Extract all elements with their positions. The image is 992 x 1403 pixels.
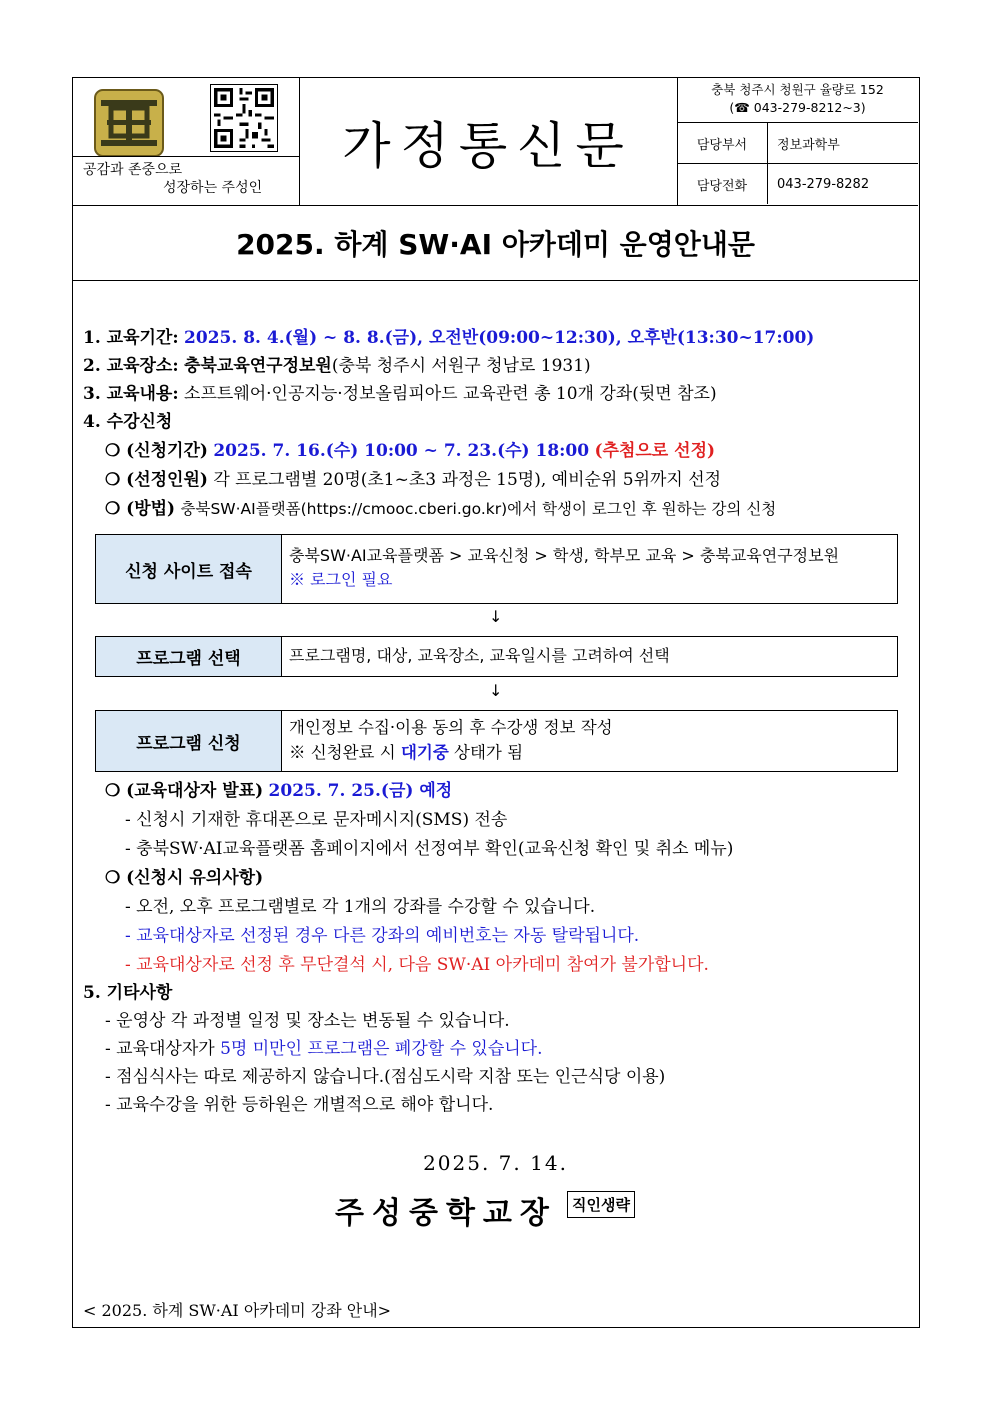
- step-program-select: [95, 636, 898, 677]
- etc-2-highlight: 5명 미만인 프로그램은 폐강할 수 있습니다.: [220, 1039, 543, 1059]
- step-program-apply-label: 프로그램 신청: [96, 711, 282, 771]
- etc-2: [105, 1038, 543, 1060]
- step-site-access-path: 충북SW·AI교육플랫폼 > 교육신청 > 학생, 학부모 교육 > 충북교육연구정보원: [289, 546, 840, 565]
- registration-quota: [105, 469, 721, 491]
- slogan-line-2: 성장하는 주성인: [163, 180, 263, 196]
- announcement-label: ❍ (교육대상자 발표): [105, 781, 264, 801]
- address-line-1: 충북 청주시 청원구 율량로 152: [711, 82, 884, 97]
- item-period-value: 2025. 8. 4.(월) ~ 8. 8.(금), 오전반(09:00~12:30), 오후반(13:30~17:00): [184, 328, 815, 348]
- etc-2-prefix: - 교육대상자가: [105, 1039, 221, 1059]
- seal-omitted-stamp: 직인생략: [567, 1191, 635, 1218]
- registration-period: [105, 440, 715, 462]
- apply-note-prefix: ※ 신청완료 시: [289, 743, 401, 762]
- item-place-label: 2. 교육장소:: [83, 356, 179, 376]
- school-address: [677, 78, 918, 123]
- step-program-apply-text: 개인정보 수집·이용 동의 후 수강생 정보 작성: [289, 718, 613, 737]
- announcement-detail-2: - 충북SW·AI교육플랫폼 홈페이지에서 선정여부 확인(교육신청 확인 및 취소 메뉴): [125, 839, 734, 859]
- signer-name: 주성중학교장: [335, 1196, 557, 1231]
- step-program-select-text: 프로그램명, 대상, 교육장소, 교육일시를 고려하여 선택: [289, 646, 670, 665]
- item-registration-label: 4. 수강신청: [83, 412, 173, 432]
- footer-caption: < 2025. 하계 SW·AI 아카데미 강좌 안내>: [83, 1301, 392, 1320]
- announcement: [105, 780, 452, 802]
- arrow-down-icon: ↓: [489, 681, 503, 700]
- caution-1: - 오전, 오후 프로그램별로 각 1개의 강좌를 수강할 수 있습니다.: [125, 897, 596, 917]
- dept-value: 정보과학부: [777, 137, 840, 153]
- document-subject: 2025. 하계 SW·AI 아카데미 운영안내문: [73, 205, 918, 281]
- registration-quota-label: ❍ (선정인원): [105, 470, 208, 490]
- dept-row: [677, 123, 918, 164]
- phone-row: [677, 164, 918, 204]
- item-period-label: 1. 교육기간:: [83, 328, 179, 348]
- step-site-access-note: [289, 568, 392, 592]
- step-program-apply: [95, 710, 898, 772]
- etc-3: - 점심식사는 따로 제공하지 않습니다.(점심도시락 지참 또는 인근식당 이용): [105, 1067, 666, 1087]
- dept-label: 담당부서: [677, 123, 768, 163]
- step-program-select-label: 프로그램 선택: [96, 637, 282, 676]
- phone-value: 043-279-8282: [777, 176, 870, 192]
- school-emblem-icon: [93, 88, 165, 158]
- login-required-note: ※ 로그인 필요: [289, 570, 393, 589]
- item-place: [83, 355, 591, 377]
- slogan-line-1: 공감과 존중으로: [83, 162, 183, 178]
- etc-1: - 운영상 각 과정별 일정 및 장소는 변동될 수 있습니다.: [105, 1011, 510, 1031]
- step-site-access: [95, 534, 898, 604]
- apply-note-suffix: 상태가 됨: [448, 743, 524, 762]
- step-site-access-label: 신청 사이트 접속: [96, 535, 282, 603]
- apply-status-pending: 대기중: [400, 743, 449, 762]
- item-place-name: 충북교육연구정보원: [184, 356, 332, 376]
- address-line-2: (☎ 043-279-8212~3): [729, 100, 866, 115]
- item-content-label: 3. 교육내용:: [83, 384, 179, 404]
- school-slogan: [73, 156, 299, 206]
- registration-method: [105, 498, 776, 520]
- etc-label: 5. 기타사항: [83, 983, 173, 1003]
- qr-code-icon: [210, 84, 278, 152]
- caution-3: - 교육대상자로 선정 후 무단결석 시, 다음 SW·AI 아카데미 참여가 불가합니다.: [125, 955, 709, 975]
- caution-2: - 교육대상자로 선정된 경우 다른 강좌의 예비번호는 자동 탈락됩니다.: [125, 926, 640, 946]
- contact-info: [677, 78, 918, 205]
- arrow-down-icon: ↓: [489, 607, 503, 626]
- cautions-label: ❍ (신청시 유의사항): [105, 868, 264, 888]
- issue-date: 2025. 7. 14.: [423, 1151, 568, 1175]
- registration-method-label: ❍ (방법): [105, 499, 176, 519]
- item-content: [83, 383, 717, 405]
- registration-period-value: 2025. 7. 16.(수) 10:00 ~ 7. 23.(수) 18:00: [213, 441, 590, 461]
- registration-period-label: ❍ (신청기간): [105, 441, 208, 461]
- phone-label: 담당전화: [677, 164, 768, 204]
- announcement-detail-1: - 신청시 기재한 휴대폰으로 문자메시지(SMS) 전송: [125, 810, 508, 830]
- document-frame: [72, 77, 920, 1328]
- announcement-date: 2025. 7. 25.(금) 예정: [268, 781, 453, 801]
- item-period: [83, 327, 814, 349]
- registration-quota-value: 각 프로그램별 20명(초1~초3 과정은 15명), 예비순위 5위까지 선정: [213, 470, 722, 490]
- item-content-value: 소프트웨어·인공지능·정보올림피아드 교육관련 총 10개 강좌(뒷면 참조): [184, 384, 717, 404]
- etc-4: - 교육수강을 위한 등하원은 개별적으로 해야 합니다.: [105, 1095, 494, 1115]
- registration-period-note: (추첨으로 선정): [594, 441, 716, 461]
- letter-header: [73, 78, 918, 206]
- registration-method-value: 충북SW·AI플랫폼(https://cmooc.cberi.go.kr)에서 학생이 로그인 후 원하는 강의 신청: [180, 500, 777, 518]
- item-place-address: (충북 청주시 서원구 청남로 1931): [331, 356, 591, 376]
- letter-title: 가정통신문: [299, 78, 678, 205]
- step-program-apply-note: [289, 741, 523, 765]
- school-logo-cell: [73, 78, 300, 205]
